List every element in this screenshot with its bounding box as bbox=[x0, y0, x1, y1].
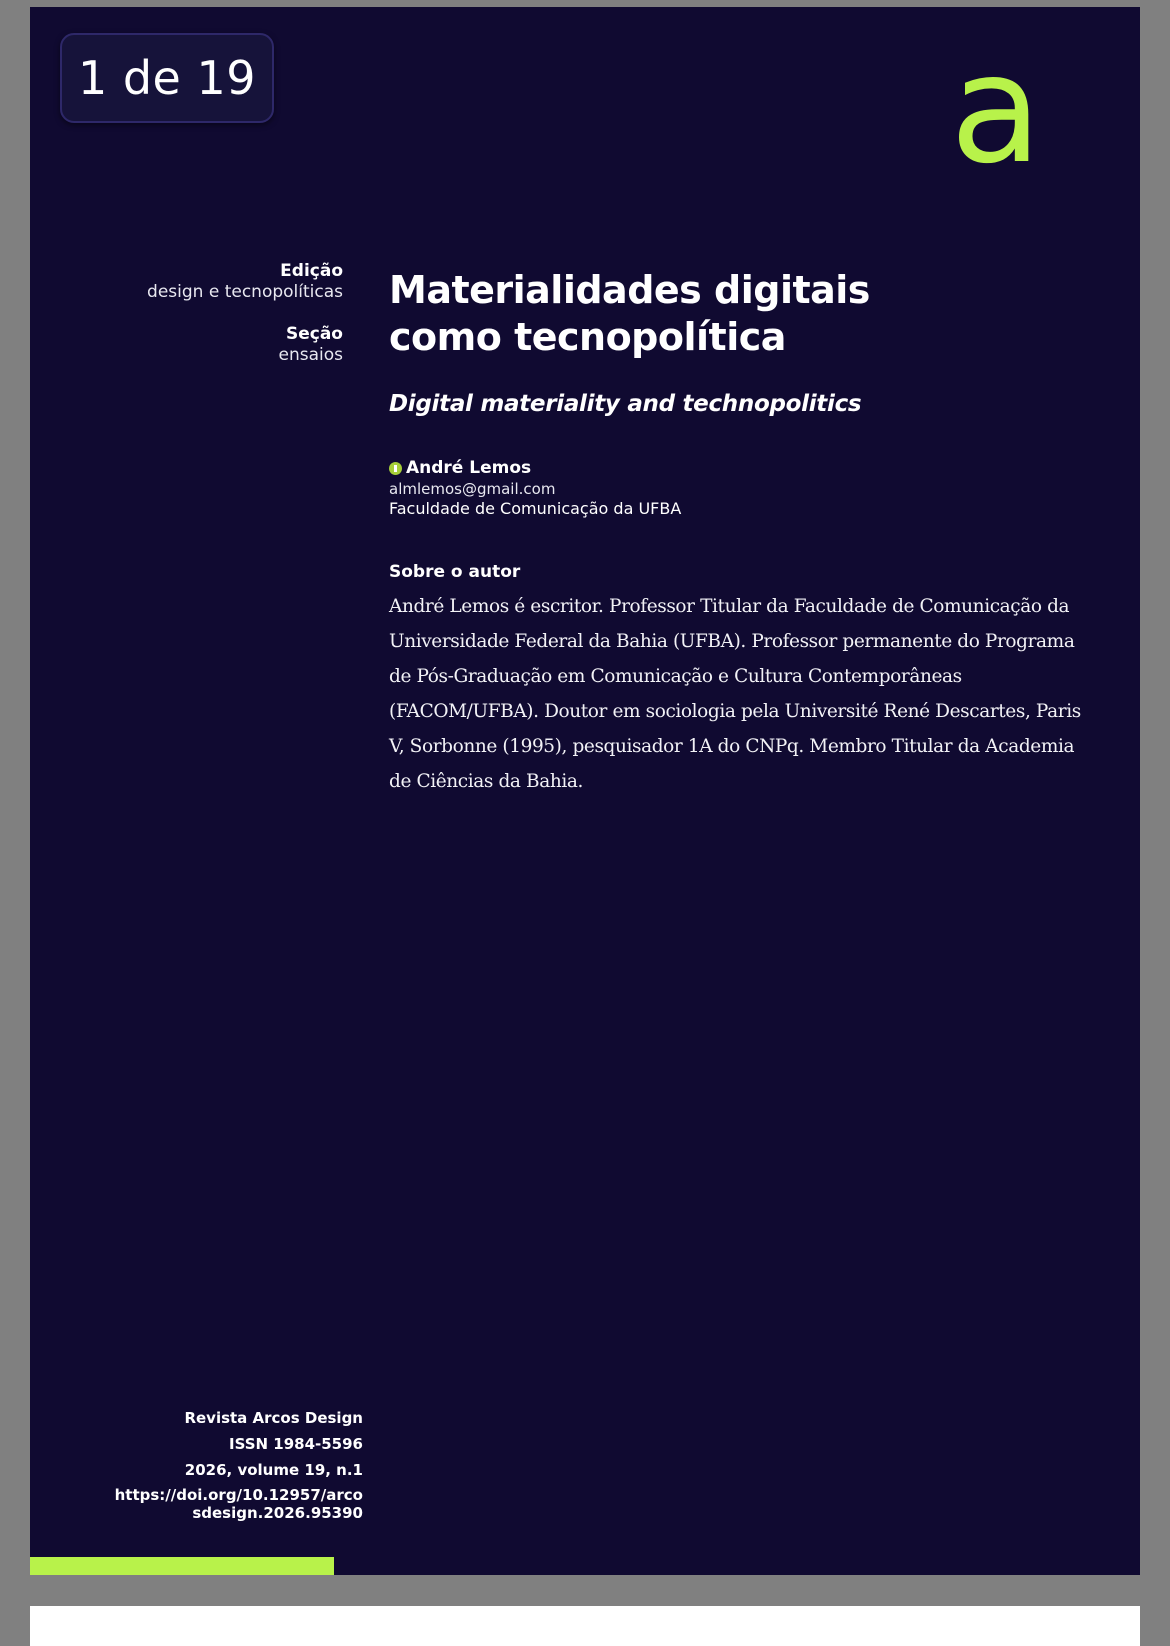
article-title bbox=[389, 267, 1089, 361]
section-value: ensaios bbox=[278, 345, 343, 365]
section-label: Seção bbox=[285, 324, 343, 344]
section-meta bbox=[90, 324, 343, 366]
article-subtitle: Digital materiality and technopolitics bbox=[389, 391, 862, 417]
edition-label: Edição bbox=[280, 261, 343, 281]
about-text: André Lemos é escritor. Professor Titular da Faculdade de Comunicação da Universidade Federal da Bahia (UFBA). Professor permanente do Programa de Pós-Graduação em Comunicação e Cultura Contemporâneas (FACOM/UFBA). Doutor em sociologia pela Université René Descartes, Paris V, Sorbonne (1995), pesquisador 1A do CNPq. Membro Titular da Academia de Ciências da Bahia. bbox=[389, 596, 1081, 792]
journal-issn: ISSN 1984-5596 bbox=[228, 1435, 363, 1453]
journal-name: Revista Arcos Design bbox=[184, 1409, 363, 1427]
author-name-row bbox=[389, 457, 1089, 479]
page-counter: 1 de 19 bbox=[60, 33, 274, 123]
edition-value: design e tecnopolíticas bbox=[147, 282, 343, 302]
journal-logo: a bbox=[950, 23, 1042, 197]
journal-volume: 2026, volume 19, n.1 bbox=[184, 1461, 363, 1479]
accent-bar bbox=[30, 1557, 334, 1575]
edition-meta bbox=[90, 261, 343, 303]
article-title-line1: Materialidades digitais bbox=[389, 268, 870, 312]
author-block bbox=[389, 457, 1089, 519]
journal-footer bbox=[110, 1405, 363, 1522]
author-name: André Lemos bbox=[406, 458, 532, 478]
next-page-preview bbox=[30, 1606, 1140, 1646]
about-heading: Sobre o autor bbox=[389, 562, 521, 582]
article-main bbox=[389, 267, 1089, 799]
author-email[interactable]: almlemos@gmail.com bbox=[389, 480, 556, 498]
article-title-line2: como tecnopolítica bbox=[389, 315, 786, 359]
doi-link[interactable]: https://doi.org/10.12957/arcosdesign.2026.95390 bbox=[114, 1486, 363, 1522]
orcid-icon[interactable] bbox=[389, 462, 402, 475]
author-affiliation: Faculdade de Comunicação da UFBA bbox=[389, 499, 682, 518]
document-page bbox=[30, 7, 1140, 1575]
